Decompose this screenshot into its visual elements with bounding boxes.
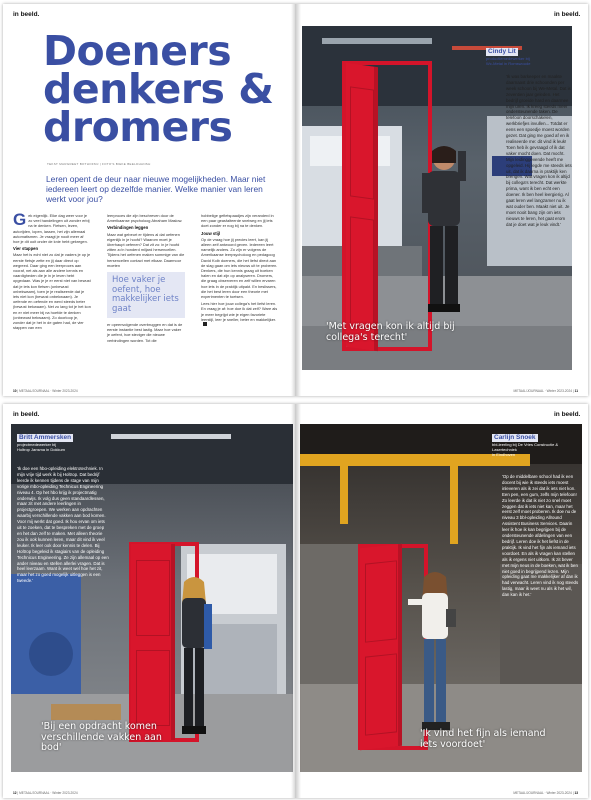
pull-quote: Hoe vaker je oefent, hoe makkelijker iets gaat (107, 272, 185, 318)
col3-p2: Op de vraag hoe jij precies leert, kan jij alleen zelf antwoord geven. Iedereen leert namelijk anders. Zo zijn er volgens de Amerikaanse leerpsycholoog en pedagoog David Kolb doeners, die het liefst direct aan de slag gaan om iets nieuws uit te proberen. Denkers, die hun kennis graag uit boeken halen en dat zijn op analyseren. Dromers, die graag observeren en zelf willen ervaren hoe iets in de praktijk uitpakt. En beslissers, die het best leren door een theorie met experimenten te toetsen. (201, 236, 278, 300)
footer-left: 12 | METAAL/JOURNAAL · Winter 2023-2024 (13, 791, 78, 795)
end-of-article-square-icon (203, 322, 207, 326)
photo-caption: 'Ik vind het fijn als iemand iets voordoet' (420, 728, 546, 750)
footer-text: METAAL/JOURNAAL · Winter 2023-2024 (19, 389, 78, 393)
article-column-3 (201, 213, 279, 329)
quote-text-cindy: 'Ik was barkeeper en maakte daarnaast drie schoonden per week schoon bij We-Metal. Dat is zeventien jaar geleden. Het bedrijf groeide hard en daarmee mijn uren. Ik kreeg steeds meer ondersteunende taken. De telefoon doorschakelen, werkbriefjes invullen... Totdat er eens een spoedje moest worden gezet. Dat ging me goed af en ik realiseerde me: dit vind ik leuk! Toen heb ik gevraagd of ik dat vaker mocht doen. Dat mocht. Mijn leidinggevende heeft me opgeleid. Hij legde me steeds iets uit, dat ik daarna in praktijk ken brengen. Wat vragen kon ik altijd bij collega's terecht. Dat werkte prima, want ik ben echt een doener. Ik ben heel leergierig. Al gaat leren wel langzamer nu ik wat ouder ben. Maakt niet uit. Je moet nooit bang zijn om iets nieuws te leren, het gaat erom dat je doet wat je leuk vindt.' (506, 74, 572, 227)
gutter-shadow (291, 4, 301, 396)
footer-right: METAAL/JOURNAAL · Winter 2023-2024 | 13 (513, 791, 578, 795)
person-britt (174, 574, 214, 744)
quote-text-carlijn: 'Op de middelbare school had ik een docent bij wie ik steeds iets moest inleveren als ik zei dat ik iets niet kon. Een pen, een gum, zelfs mijn telefoon! Zo leerde ik dat ik niet zo snel moet zeggen dat ik iets niet kan, maar het eerst zelf moet proberen. Ik doe nu de niveau 3 bbl-opleiding Allround Assistent Business Services. Daarin leer ik hoe ik kan begrijpen bij de ondersteunende afdelingen van een bedrijf. Leren doe ik het liefst in de praktijk. Ik vind het fijn als iemand iets voordoet. En als ik vragen kan stellen als ik ergens niet uitkom. Ik zit bever met mijn neus in de boeken, wat ik ben niet goed in begrijpend lezen. Mijn opleiding gaat me makkelijker af dan ik had verwacht. Leren vind ik nog steeds lastig, maar ik weet nu als ik het wil, dan kan ik het.' (502, 474, 579, 598)
red-door (131, 544, 175, 740)
headline-line-2: denkers & (43, 65, 274, 113)
article-column-1 (13, 210, 91, 332)
person-role: projectmedewerker bij (17, 442, 57, 447)
page-13 (296, 404, 588, 798)
name-box-britt (17, 434, 107, 452)
footer-left: 10 | METAAL/JOURNAAL · Winter 2023-2024 (13, 389, 78, 393)
subheading-verbindingen: Verbindingen leggen (107, 225, 149, 231)
person-cindy (414, 141, 474, 321)
spread-top (3, 4, 588, 396)
col2-p3: er opeenvolgende overbruggen en dat is de eerste instantie best lastig. Maar hoe vaker je oefent, hoe steviger die nieuwe verbindingen worden. Tot die (107, 322, 183, 343)
page-number: 10 (13, 389, 17, 393)
intro-text: Leren opent de deur naar nieuwe mogelijkheden. Maar niet iedereen leert op dezelfde manier. Welke manier van leren werkt voor jou? (46, 174, 266, 204)
col3-p1: hobbelige gefietspaadjes zijn veranderd in een paar geasfalteerde snelweg en jij iets doet zonder er nog bij na te denken. (201, 213, 274, 229)
footer-text: METAAL/JOURNAAL · Winter 2023-2024 (513, 389, 573, 393)
red-door (360, 544, 402, 750)
headline-line-3: dromers (43, 103, 233, 151)
section-label: in beeld. (554, 411, 581, 418)
person-name: Carlijn Snoek (494, 434, 536, 441)
person-carlijn (408, 569, 462, 744)
subheading-vier-stappen: Vier stappen (13, 246, 39, 252)
subheading-jouw-stijl: Jouw stijl (201, 230, 221, 236)
section-label: in beeld. (13, 411, 40, 418)
footer-right: METAAL/JOURNAAL · Winter 2023-2024 | 11 (513, 389, 578, 393)
byline: TEKST MARGREET BOTHOFMJ | FOTO'S BIEKE BEELDHANSH (47, 162, 151, 166)
col2-p1: leerproces die zijn beschreven door de Amerikaanse psycholoog Abraham Maslow. (107, 213, 183, 224)
article-column-2 (107, 213, 185, 345)
person-company: Holtrop Jansma in Dokkum (17, 447, 66, 452)
page-10 (3, 4, 295, 396)
spread-bottom (3, 404, 588, 798)
red-door (346, 63, 378, 351)
quote-text-britt: 'Ik doe een hbo-opleiding elektrotechniek. In mijn vrije tijd werk ik bij Holtrop. Dat bedrijf leerde ik kennen tijdens de stage van mijn vorige mbo-opleiding Technicus Engineering niveau 4. Op het hbo krijg ik projectmatig onderwijs. Ik volg dus geen standaardlessen, maar zit met andere leerlingen in projectgroepen. We werken aan opdrachten waarbij verschillende vakken aan bod komen. Voor mij werkt dat goed. Ik hou ervan om iets uit te zoeken, dat te bespreken met de groep en het dan zelf te maken. Met alleen theorie zou ik ook kunnen leren, maar dit vind ik veel leuker. Ik leer ook door kennis te delen. Bij Holtrop begeleid ik stagiairs van de opleiding Technicus Engineering. Ze zijn allemaal op een ander niveau en stellen allerlei vragen. Dat is heel leerzaam. Want ik weet wel hoe het zit, maar het zo goed mogelijk uitleggen is een tweede.' (17, 466, 109, 584)
name-box-carlijn (492, 434, 580, 457)
col3-p3: Lees hier hoe jouw collega's het liefst leren. En vraag je af: hoe doe ik dat zelf? Ware als je meer begrijpt wie je eigen favoriete leerstijl, leer je sneller, beter en makkelijker. (201, 301, 278, 322)
col1-p2: Maar het is echt niet zo dat je vaders je op je eerste fietsje zette en jij daar direct op wegreed. Daar ging een leerproces aan vooraf, net als aan alle andere kennis en vaardigheden die je in je leven hebt opgedaan. Was je je er eerst niet van bewust dat je iets kon fietsen (onbewust onbekwaam), toen je je realiseerde dat je iets niet kon (bewust onbekwaam). Je oefende en oefende en werd steeds beter (bewust bekwaam). Net zo lang tot je het kon en er niet meer bij na hoefde te denken (onbewust bekwaam). Zo doorloop je, zonder dat je het in de gaten had, de vier stappen van een (13, 252, 91, 331)
footer-text: METAAL/JOURNAAL · Winter 2023-2024 (19, 791, 78, 795)
page-number: 13 (574, 791, 578, 795)
footer-text: METAAL/JOURNAAL · Winter 2023-2024 (513, 791, 572, 795)
person-name: Britt Ammersken (19, 434, 72, 441)
photo-caption: 'Met vragen kon ik altijd bij collega's terecht' (326, 321, 455, 343)
page-11 (296, 4, 588, 396)
page-12 (3, 404, 295, 798)
col1-p1: ek eigenlijk. Elke dag weer voor je zo veel handelingen uit zonder erbij na te denken. Fietsen, lezen, autorijden, lopen, lassen, het zijn allemaal automatismen. Je vraagt je nooit meer af hoe je dit ooit onder de knie hebt gekregen. (13, 213, 90, 245)
person-company: in Eindhoven (492, 452, 516, 457)
section-label: in beeld. (13, 11, 40, 18)
person-role: productiemedewerker bij (486, 56, 530, 61)
person-role: bbl-leerling bij De Vries Constructie & Lasertechniek (492, 442, 559, 452)
person-name: Cindy Lit (488, 48, 516, 55)
section-label: in beeld. (554, 11, 581, 18)
gutter-shadow (291, 404, 301, 798)
name-box-cindy (486, 48, 566, 66)
headline-line-1: Doeners (43, 27, 232, 75)
dropcap: G (13, 210, 27, 229)
col2-p2: Maar wat gebeurt er tijdens al dat oefenen eigenlijk in je hoofd? Waarom moet je überhaupt oefenen? Dat zit zo: in je hoofd zitten zo'n honderd miljard hersencellen. Tijdens het oefenen maken sommige van die hersencellen contact met elkaar. Daarmoor moeten (107, 231, 185, 268)
page-number: 11 (574, 389, 578, 393)
person-company: Wc-Metal in Romswoude (486, 61, 531, 66)
page-number: 12 (13, 791, 17, 795)
headline (43, 27, 283, 151)
photo-caption: 'Bij een opdracht komen verschillende vakken aan bod' (41, 721, 162, 753)
